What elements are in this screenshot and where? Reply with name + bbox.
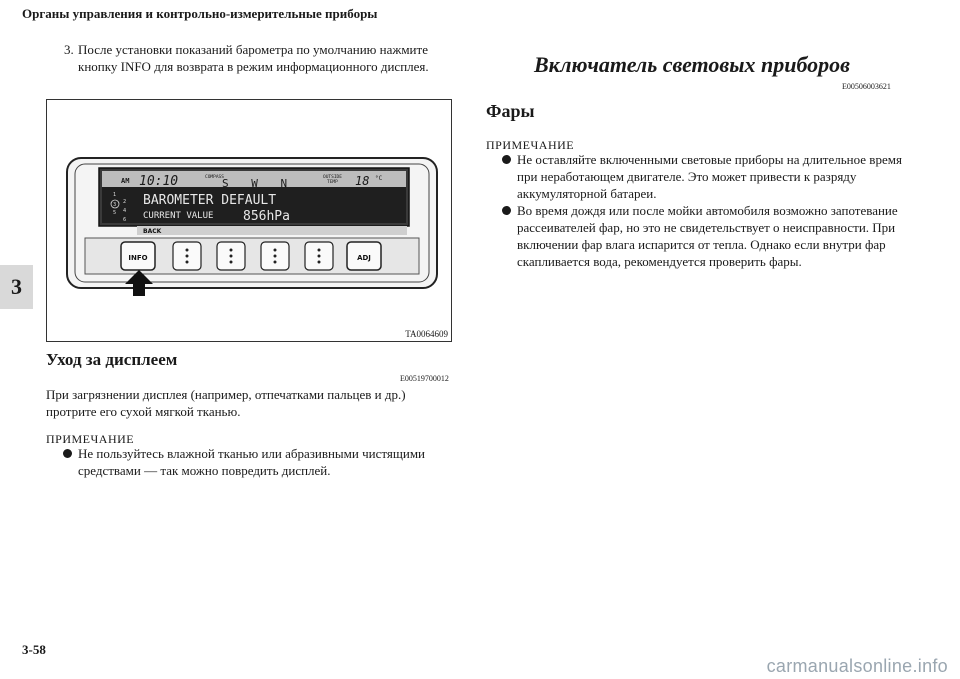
lcd-compass-directions: S W N [222, 177, 296, 190]
bullet-icon [63, 449, 72, 458]
lcd-temp: 18 [355, 174, 370, 188]
step-3 [64, 41, 464, 75]
adj-button-label: ADJ [357, 254, 371, 262]
lcd-scale-4: 4 [123, 208, 127, 214]
display-panel-illustration [47, 100, 451, 341]
note-label-right: ПРИМЕЧАНИЕ [486, 138, 575, 152]
lcd-scale-5: 5 [113, 210, 117, 216]
lcd-temp-label: TEMP [327, 180, 338, 185]
section-main-title: Включатель световых приборов [534, 52, 850, 77]
running-header: Органы управления и контрольно-измерительные приборы [22, 6, 378, 21]
section-title-headlights: Фары [486, 101, 535, 121]
blank-button-2[interactable] [217, 242, 245, 270]
note-bullet-text: Во время дождя или после мойки автомобиля возможно запотевание рассеивателей фар, но это не свидетельствует о неисправности. При включении фар влага испарится от тепла. Однако если внутри фар скапливается вода, рекомендуется проверить фары. [517, 203, 898, 269]
lcd-outside-label: OUTSIDE [323, 175, 342, 180]
lcd-scale-1: 1 [113, 192, 117, 198]
info-button-label: INFO [128, 254, 148, 262]
lcd-temp-unit: °C [375, 175, 383, 182]
lcd-scale-3: 3 [113, 202, 117, 208]
note-bullet-left-1 [63, 445, 458, 479]
note-bullet-text: Не оставляйте включенными световые приборы на длительное время при неработающем двигателе. Это может привести к разряду аккумуляторной батареи. [517, 152, 902, 201]
lcd-scale-6: 6 [123, 217, 127, 223]
lcd-time: 10:10 [139, 174, 179, 189]
section-main-code: E00506003621 [842, 82, 891, 91]
note-bullet-text: Не пользуйтесь влажной тканью или абразивными чистящими средствами — так можно повредить дисплей. [78, 446, 426, 478]
note-bullet-right-1 [502, 151, 902, 202]
step-number: 3. [64, 42, 74, 57]
lcd-back-label: BACK [143, 228, 162, 235]
step-text: После установки показаний барометра по умолчанию нажмите кнопку INFO для возврата в режим информационного дисплея. [78, 42, 429, 74]
blank-button-1[interactable] [173, 242, 201, 270]
note-label-left: ПРИМЕЧАНИЕ [46, 432, 135, 446]
page-number: 3-58 [22, 642, 46, 657]
bullet-icon [502, 206, 511, 215]
figure-code: TA0064609 [405, 329, 448, 339]
section-title-display-care: Уход за дисплеем [46, 350, 178, 369]
lcd-am: AM [121, 177, 130, 185]
lcd-compass-label: COMPASS [205, 175, 224, 180]
chapter-tab: 3 [0, 265, 33, 309]
section-code-display-care: E00519700012 [400, 374, 449, 383]
watermark: carmanualsonline.info [766, 656, 948, 676]
note-bullet-right-2 [502, 202, 902, 270]
bullet-icon [502, 155, 511, 164]
lcd-row-2: CURRENT VALUE [143, 211, 214, 221]
blank-button-3[interactable] [261, 242, 289, 270]
lcd-row-1: BAROMETER DEFAULT [143, 193, 277, 208]
lcd-row-2-value: 856hPa [243, 209, 290, 224]
lcd-scale-2: 2 [123, 199, 127, 205]
display-care-text: При загрязнении дисплея (например, отпечатками пальцев и др.) протрите его сухой мягкой тканью. [46, 387, 406, 419]
blank-button-4[interactable] [305, 242, 333, 270]
figure-display-panel [46, 99, 452, 342]
